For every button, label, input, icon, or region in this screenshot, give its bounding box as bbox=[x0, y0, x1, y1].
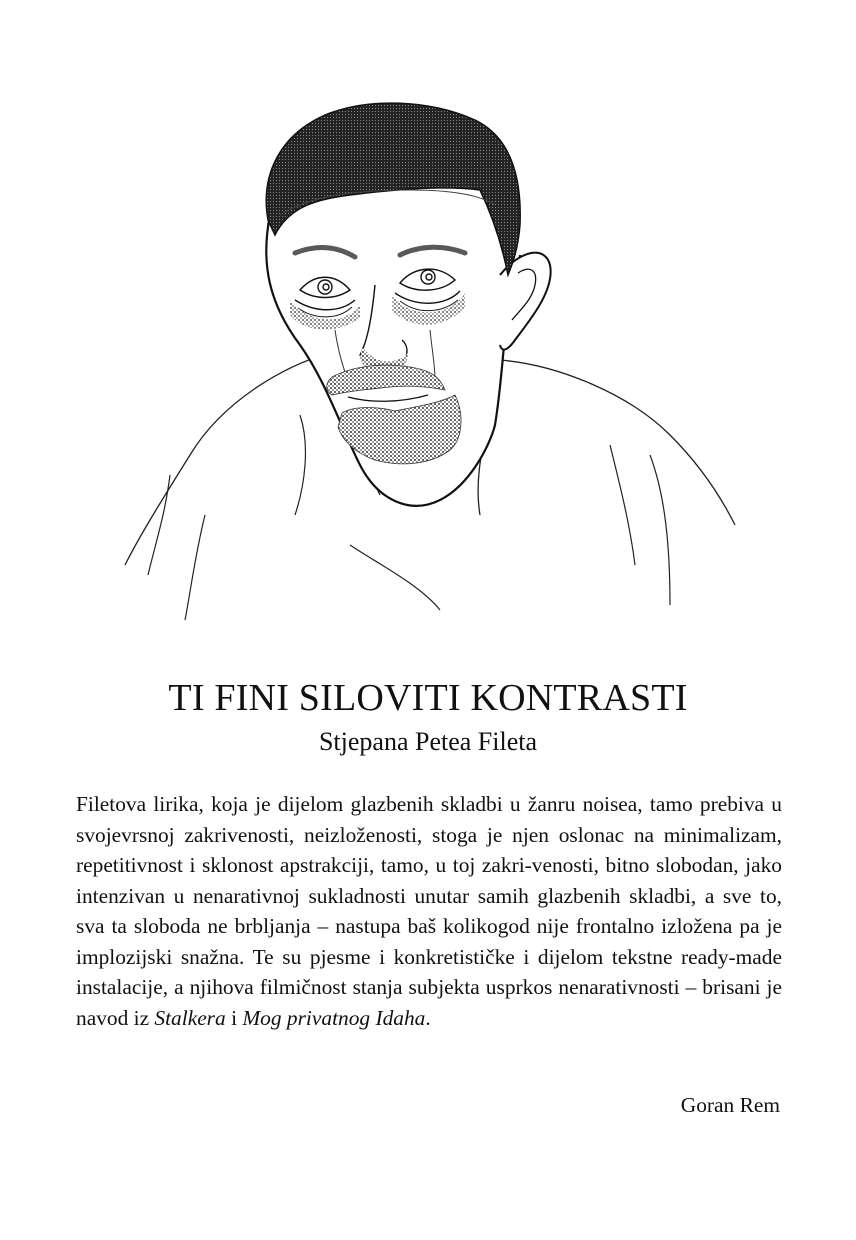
review-text: Filetova lirika, koja je dijelom glazbenih skladbi u žanru noisea, tamo prebiva u svojevrsnoj zakrivenosti, neizloženosti, stoga je njen oslonac na minimalizam, repetitivnost i sklonost apstrakciji, tamo, u toj zakri-venosti, bitno slobodan, jako intenzivan u nenarativnoj sukladnosti unutar samih glazbenih skladbi, a sve to, sva ta sloboda ne brbljanja – nastupa baš kolikogod nije frontalno izložena pa je implozijski snažna. Te su pjesme i konkretističke i dijelom tekstne ready-made instalacije, a njihova filmičnost stanja subjekta usprkos nenarativnosti – brisani je navod iz bbox=[76, 792, 782, 1030]
review-ending: . bbox=[425, 1005, 431, 1030]
review-paragraph bbox=[76, 789, 782, 1033]
shirt-center-line bbox=[350, 545, 440, 610]
work-title-stalker: Stalkera bbox=[154, 1005, 226, 1030]
page-subtitle: Stjepana Petea Fileta bbox=[318, 727, 538, 756]
page-title: TI FINI SILOVITI KONTRASTI bbox=[168, 677, 688, 719]
work-title-idaho: Mog privatnog Idaha bbox=[242, 1005, 426, 1030]
shoulder-line-left bbox=[125, 350, 340, 565]
author-signature: Goran Rem bbox=[680, 1093, 780, 1117]
shirt-right-fold bbox=[650, 455, 670, 605]
review-connector: i bbox=[225, 1005, 243, 1030]
shirt-left-fold bbox=[148, 475, 170, 575]
portrait-illustration bbox=[110, 95, 750, 630]
shirt-right-fold-2 bbox=[610, 445, 635, 565]
shirt-left-fold-2 bbox=[185, 515, 205, 620]
shirt-collar-left bbox=[295, 415, 305, 515]
shoulder-line-right bbox=[500, 360, 735, 525]
